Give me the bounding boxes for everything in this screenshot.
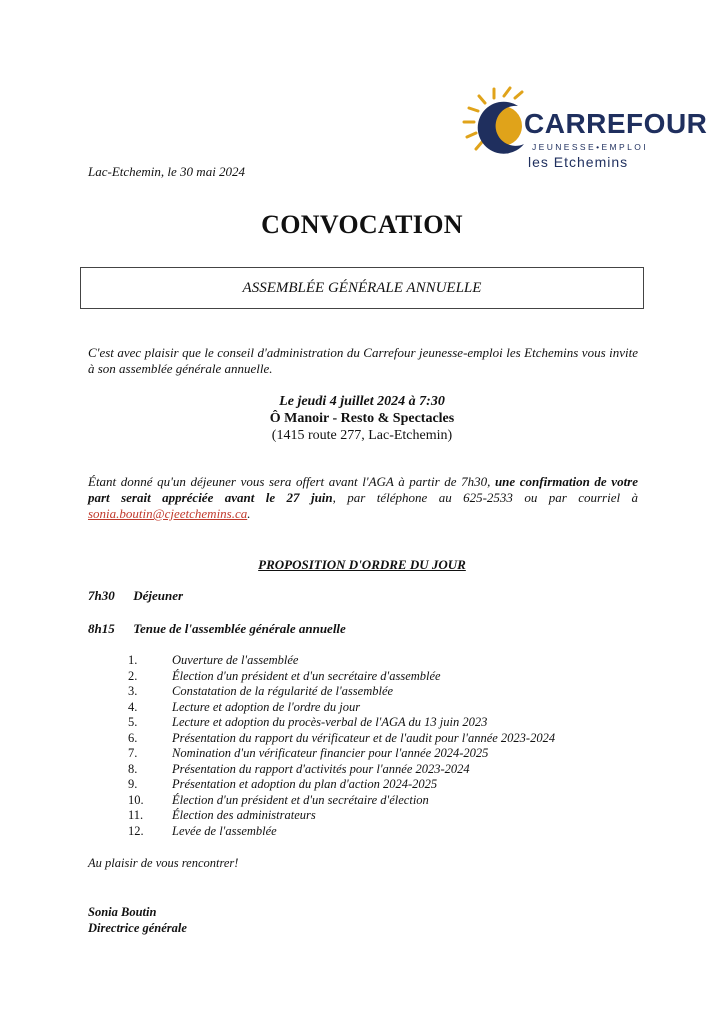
subject-text: ASSEMBLÉE GÉNÉRALE ANNUELLE: [242, 280, 482, 296]
agenda-slot: [88, 621, 346, 637]
list-item: [128, 746, 555, 762]
list-item: [128, 684, 555, 700]
item-text: Élection d'un président et d'un secrétaire d'assemblée: [172, 668, 441, 683]
item-text: Élection d'un président et d'un secrétaire d'élection: [172, 792, 429, 807]
item-text: Élection des administrateurs: [172, 808, 316, 822]
list-item: [128, 762, 555, 778]
date-line: Lac-Etchemin, le 30 mai 2024: [88, 164, 246, 179]
logo-brand-text: CARREFOUR: [524, 108, 708, 139]
list-item: [128, 808, 555, 824]
closing-line: Au plaisir de vous rencontrer!: [88, 856, 239, 870]
item-number: 2.: [128, 668, 138, 683]
logo-place-text: les Etchemins: [528, 154, 629, 170]
item-number: 12.: [128, 823, 144, 838]
list-item: [128, 653, 555, 669]
list-item: [128, 669, 555, 685]
item-text: Levée de l'assemblée: [172, 823, 277, 838]
item-number: 5.: [128, 715, 138, 729]
item-number: 7.: [128, 746, 138, 760]
event-details: [0, 393, 724, 444]
signature-block: [88, 904, 187, 936]
item-text: Présentation du rapport d'activités pour l'année 2023-2024: [172, 761, 470, 776]
list-item: [128, 793, 555, 809]
item-number: 8.: [128, 761, 138, 776]
item-number: 9.: [128, 777, 138, 791]
organization-logo: [458, 86, 708, 172]
event-address: (1415 route 277, Lac-Etchemin): [271, 428, 453, 443]
event-venue: Ô Manoir - Resto & Spectacles: [269, 411, 455, 426]
logo-subtitle-text: JEUNESSE•EMPLOI: [532, 142, 648, 152]
intro-paragraph: C'est avec plaisir que le conseil d'administration du Carrefour jeunesse-emploi les Etchemins vous invite à son assemblée générale annuelle.: [88, 345, 638, 376]
slot-time: 8h15: [88, 621, 115, 636]
email-link[interactable]: sonia.boutin@cjeetchemins.ca: [88, 506, 248, 521]
item-text: Nomination d'un vérificateur financier pour l'année 2024-2025: [172, 746, 489, 760]
slot-time: 7h30: [88, 588, 115, 603]
rsvp-bold-text: une confirmation de votre part serait appréciée avant le 27 juin: [88, 474, 639, 505]
rsvp-paragraph: [88, 474, 638, 522]
signatory-role: Directrice générale: [88, 921, 187, 935]
rsvp-text-1: Étant donné qu'un déjeuner vous sera offert avant l'AGA à partir de 7h30,: [88, 474, 495, 489]
item-number: 6.: [128, 730, 138, 745]
signatory-name: Sonia Boutin: [88, 905, 157, 919]
list-item: [128, 700, 555, 716]
rsvp-text-end: .: [247, 506, 251, 521]
slot-label: Tenue de l'assemblée générale annuelle: [133, 621, 346, 636]
item-text: Ouverture de l'assemblée: [172, 653, 299, 667]
rsvp-text-2: , par téléphone au 625-2533 ou par courriel à: [332, 490, 638, 505]
list-item: [128, 777, 555, 793]
event-date-time: Le jeudi 4 juillet 2024 à 7:30: [279, 394, 445, 409]
item-text: Présentation et adoption du plan d'action 2024-2025: [172, 777, 438, 791]
item-number: 11.: [128, 808, 144, 822]
item-text: Présentation du rapport du vérificateur et de l'audit pour l'année 2023-2024: [172, 730, 556, 745]
item-text: Constatation de la régularité de l'assemblée: [172, 684, 394, 698]
subject-box: [80, 267, 644, 309]
agenda-items-list: [128, 653, 555, 839]
item-number: 10.: [128, 792, 144, 807]
item-number: 3.: [128, 684, 138, 698]
list-item: [128, 731, 555, 747]
list-item: [128, 715, 555, 731]
document-title: CONVOCATION: [261, 210, 463, 239]
agenda-title: PROPOSITION D'ORDRE DU JOUR: [258, 557, 466, 572]
item-number: 1.: [128, 653, 138, 667]
item-text: Lecture et adoption du procès-verbal de l'AGA du 13 juin 2023: [172, 715, 488, 729]
list-item: [128, 824, 555, 840]
item-number: 4.: [128, 699, 138, 714]
item-text: Lecture et adoption de l'ordre du jour: [172, 699, 361, 714]
slot-label: Déjeuner: [133, 588, 184, 603]
agenda-slot: [88, 588, 183, 604]
